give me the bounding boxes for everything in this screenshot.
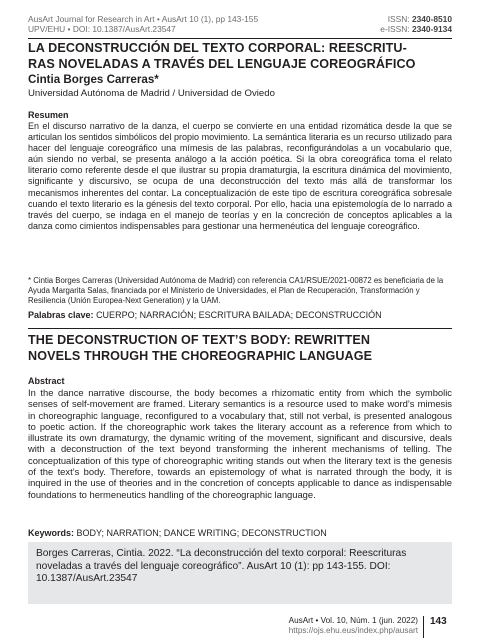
keywords-en-values: BODY; NARRATION; DANCE WRITING; DECONSTRUCTION [76, 528, 327, 538]
title-en-line2: NOVELS THROUGH THE CHOREOGRAPHIC LANGUAGE [28, 348, 373, 363]
keywords-es [28, 310, 452, 321]
eissn [360, 24, 452, 34]
resumen-text: En el discurso narrativo de la danza, el cuerpo se convierte en una entidad rizomática desde la que se articulan los sentidos simbólicos del propio movimiento. La semántica literaria es un recurso utilizado para hacer del lenguaje coreográfico una mímesis de las palabras, reconfigurándolas a un vocabulario que, aún siendo no verbal, se presenta análogo a la acción poética. Si la obra coreográfica toma el relato literario como referente desde el que ilustrar su propia dramaturgia, la escritura dinámica del movimiento, significante y discursivo, se ocupa de una deconstrucción del texto más allá de transformar los mecanismos inherentes del contar. La conceptualización de este tipo de escritura coreográfica sobresale cuando el texto literario es la génesis del texto corporal. Por ello, hacia una epistemología de lo narrado a través del cuerpo, se indaga en el manejo de teorías y en la concreción de conceptos aplicables a la danza como cimientos indispensables para gestionar una hermenéutica del lenguaje coreográfico. [28, 121, 452, 231]
title-es-line1: LA DECONSTRUCCIÓN DEL TEXTO CORPORAL: REESCRITU- [28, 41, 407, 55]
resumen-heading: Resumen [28, 110, 69, 120]
affiliation: Universidad Autónoma de Madrid / Universidad de Oviedo [28, 88, 275, 99]
journal-line: AusArt Journal for Research in Art • AusArt 10 (1), pp 143-155 [28, 14, 259, 24]
title-en-line1: THE DECONSTRUCTION OF TEXT’S BODY: REWRITTEN [28, 333, 371, 347]
keywords-es-label: Palabras clave: [28, 310, 94, 320]
footnote: * Cintia Borges Carreras (Universidad Autónoma de Madrid) con referencia CA1/RSUE/2021-00872 es beneficiaria de la Ayuda Margarita Salas, financiada por el Ministerio de Universidades, el Plan de Recuperación, Transformación y Resiliencia (Unión Europea-Next Generation) y la UAM. [28, 276, 444, 305]
citation-box [28, 542, 452, 604]
eissn-label: e-ISSN: [380, 24, 410, 34]
mid-rule [28, 328, 452, 329]
issn-value: 2340-8510 [411, 14, 452, 24]
title-en [28, 333, 452, 364]
keywords-en [28, 528, 452, 539]
issn [360, 14, 452, 24]
abstract-heading: Abstract [28, 376, 65, 386]
abstract-text: In the dance narrative discourse, the body becomes a rhizomatic entity from which the symbolic senses of self-movement are framed. Literary semantics is a resource used to make word’s mimesis in choreographic language, reconfigured to a vocabulary that, still not verbal, is presented analogous to poetic action. If the choreographic work takes the literary account as a reference from which to illustrate its own dramaturgy, the dynamic writing of the movement, significant and discursive, deals with a deconstruction of the text beyond transforming the inherent mechanisms of telling. The conceptualization of this type of choreographic writing stands out when the literary text is the genesis of the text’s body. Therefore, towards an epistemology of what is narrated through the body, it is inquired in the use of theories and in the concretion of concepts applicable to dance as indispensable foundations to hermeneutics handling of the choreographic language. [28, 387, 452, 500]
footer-url[interactable]: https://ojs.ehu.eus/index.php/ausart [288, 626, 418, 635]
title-es [28, 41, 452, 72]
citation-text: Borges Carreras, Cintia. 2022. “La deconstrucción del texto corporal: Reescrituras noveladas a través del lenguaje coreográfico”. AusArt 10 (1): pp 143-155. DOI: 10.1387/AusArt.23547 [36, 548, 407, 585]
title-es-line2: RAS NOVELADAS A TRAVÉS DEL LENGUAJE COREOGRÁFICO [28, 56, 416, 71]
footer-issue: AusArt • Vol. 10, Núm. 1 (jun. 2022) [288, 616, 418, 625]
issn-label: ISSN: [387, 14, 410, 24]
keywords-en-label: Keywords: [28, 528, 75, 538]
keywords-es-values: CUERPO; NARRACIÓN; ESCRITURA BAILADA; DECONSTRUCCIÓN [96, 310, 382, 320]
publisher-doi-line: UPV/EHU • DOI: 10.1387/AusArt.23547 [28, 24, 176, 34]
top-rule [28, 38, 452, 39]
eissn-value: 2340-9134 [411, 24, 452, 34]
page-number: 143 [430, 616, 447, 627]
footer-info [240, 616, 418, 636]
author: Cintia Borges Carreras* [28, 73, 159, 86]
footer-separator [423, 616, 424, 638]
